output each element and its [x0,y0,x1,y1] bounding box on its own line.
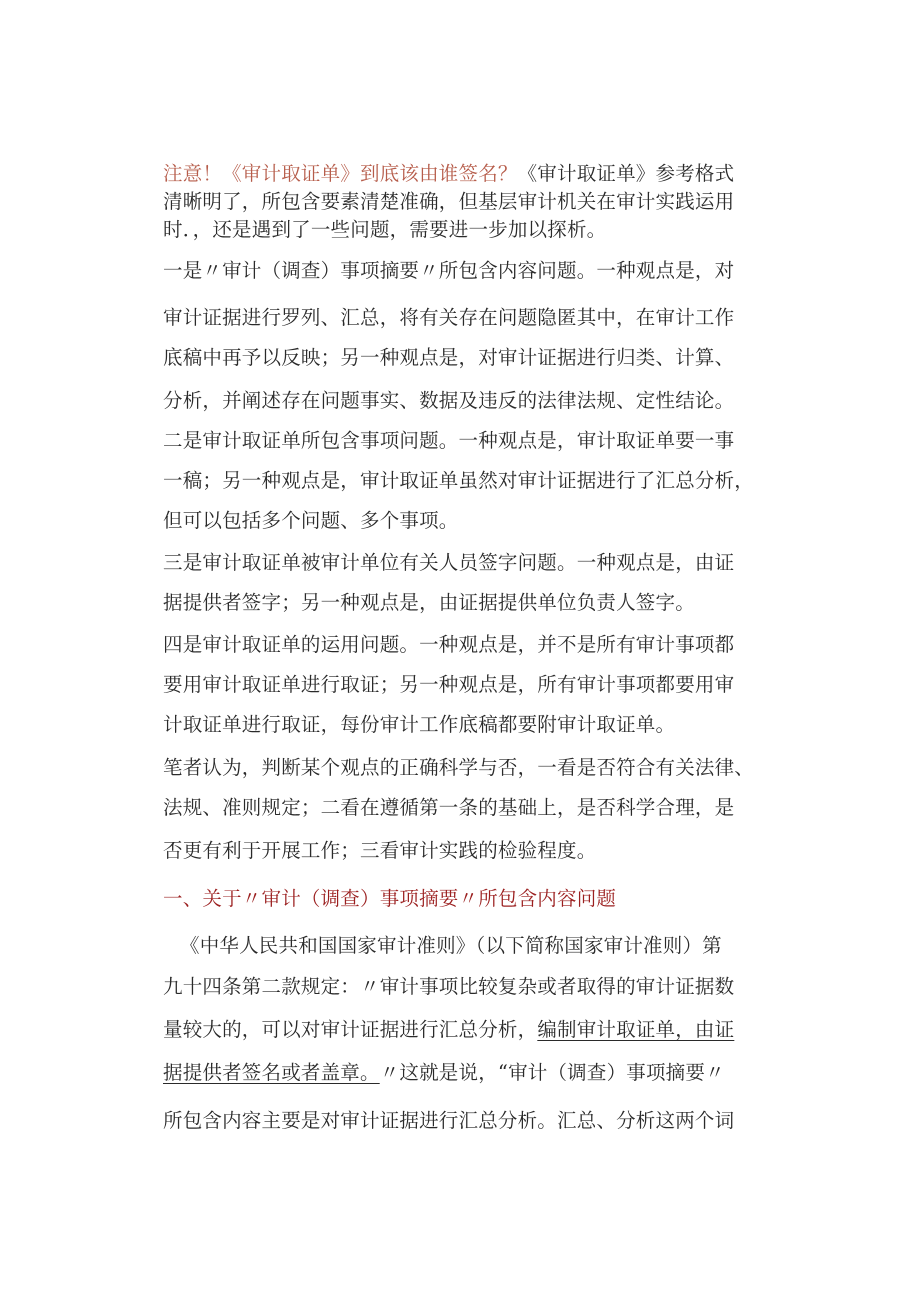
intro-line-3: 时．，还是遇到了一些问题，需要进一步加以探析。 [163,218,607,241]
paragraph-line-3 [163,1018,763,1042]
author-view-line-3: 否更有利于开展工作；三看审计实践的检验程度。 [163,839,597,862]
paragraph-line-3-plain: 量较大的，可以对审计证据进行汇总分析， [163,1018,538,1041]
issue-2-line-2: 一稿；另一种观点是，审计取证单虽然对审计证据进行了汇总分析， [163,469,755,492]
issue-2-line-3: 但可以包括多个问题、多个事项。 [163,509,459,532]
issue-1-line-4: 分析，并阐述存在问题事实、数据及违反的法律法规、定性结论。 [163,389,735,412]
issue-3-line-2: 据提供者签字；另一种观点是，由证据提供单位负责人签字。 [163,591,695,614]
paragraph-line-4 [163,1061,763,1085]
issue-4-line-3: 计取证单进行取证，每份审计工作底稿都要附审计取证单。 [163,713,676,736]
author-view-line-2: 法规、准则规定；二看在遵循第一条的基础上，是否科学合理，是 [163,796,735,819]
section-1-heading: 一、关于〃审计（调查）事项摘要〃所包含内容问题 [163,887,617,910]
paragraph-line-1: 《中华人民共和国国家审计准则》（以下简称国家审计准则）第 [180,934,722,957]
issue-3-line-1: 三是审计取证单被审计单位有关人员签字问题。一种观点是，由证 [163,551,735,574]
underlined-quote-part-1: 编制审计取证单，由证 [537,1018,735,1041]
underlined-quote-part-2: 据提供者签名或者盖章。 [163,1061,380,1084]
issue-4-line-1: 四是审计取证单的运用问题。一种观点是，并不是所有审计事项都 [163,633,735,656]
author-view-line-1: 笔者认为，判断某个观点的正确科学与否，一看是否符合有关法律、 [163,756,755,779]
intro-line-1 [163,162,763,186]
issue-1-line-3: 底稿中再予以反映；另一种观点是，对审计证据进行归类、计算、 [163,346,735,369]
issue-4-line-2: 要用审计取证单进行取证；另一种观点是，所有审计事项都要用审 [163,673,735,696]
intro-line-1-rest: 《审计取证单》参考格式 [517,162,735,185]
issue-1-line-1: 一是〃审计（调查）事项摘要〃所包含内容问题。一种观点是，对 [163,259,735,282]
article-title: 注意！《审计取证单》到底该由谁签名？ [163,162,518,185]
intro-line-2: 清晰明了，所包含要素清楚准确，但基层审计机关在审计实践运用 [163,190,735,213]
paragraph-line-5: 所包含内容主要是对审计证据进行汇总分析。汇总、分析这两个词 [163,1109,735,1132]
issue-2-line-1: 二是审计取证单所包含事项问题。一种观点是，审计取证单要一事 [163,429,735,452]
issue-1-line-2: 审计证据进行罗列、汇总，将有关存在问题隐匿其中，在审计工作 [163,306,735,329]
paragraph-line-4-rest: 〃这就是说，“审计（调查）事项摘要〃 [379,1061,725,1084]
paragraph-line-2: 九十四条第二款规定：〃审计事项比较复杂或者取得的审计证据数 [163,975,735,998]
